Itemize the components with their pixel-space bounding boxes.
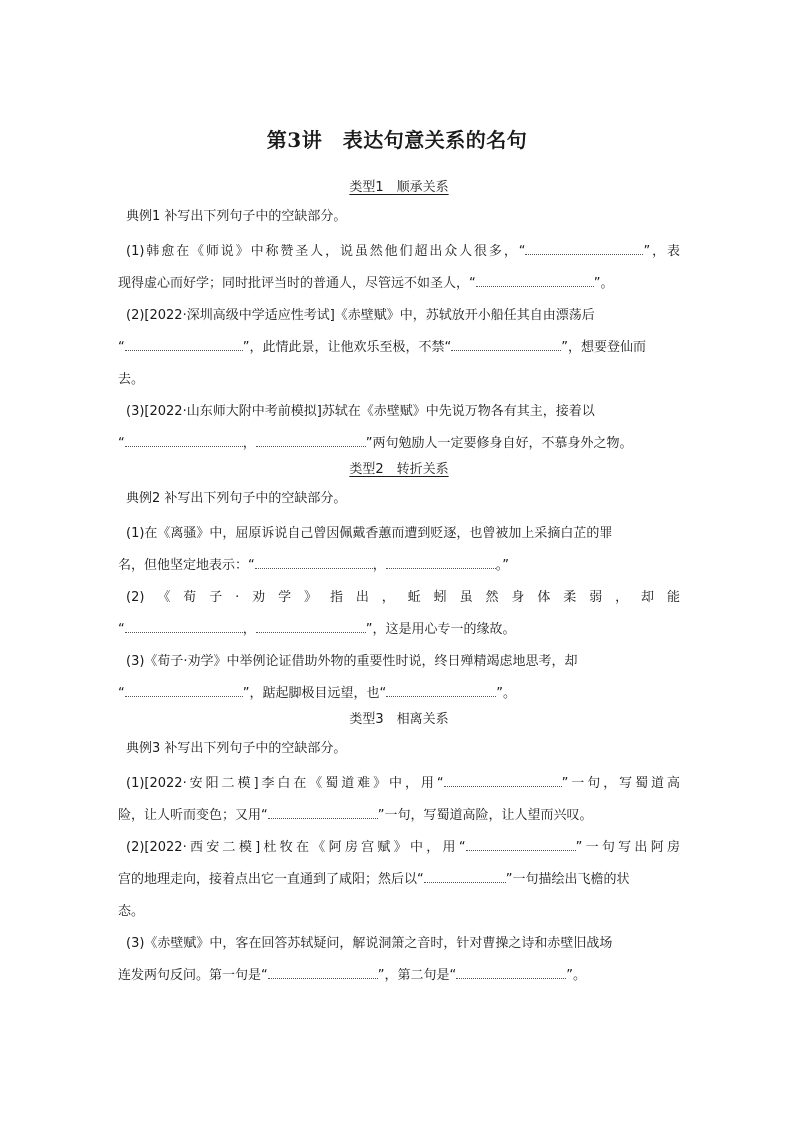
t2-q2-line1: (2)《荀子·劝学》指出，蚯蚓虽然身体柔弱，却能 (126, 590, 680, 605)
answer-blank[interactable] (125, 684, 243, 697)
t1-q1-line1: (1)韩愈在《师说》中称赞圣人，说虽然他们超出众人很多，“ ”，表 (126, 244, 680, 259)
answer-blank[interactable] (256, 620, 366, 633)
t2-q3-line1: (3)《荀子·劝学》中举例论证借助外物的重要性时说，终日殚精竭虑地思考，却 (126, 654, 578, 669)
answer-blank[interactable] (424, 870, 506, 883)
answer-blank[interactable] (125, 620, 243, 633)
t1-q3-line1: (3)[2022·山东师大附中考前模拟]苏轼在《赤壁赋》中先说万物各有其主，接着以 (126, 404, 595, 419)
section-heading-2: 类型2 转折关系 (349, 462, 449, 477)
t1-q2-line3: 去。 (118, 372, 145, 387)
t2-q1-line2: 名，但他坚定地表示：“ ， 。” (118, 558, 510, 573)
t3-q1-line1: (1)[2022·安阳二模]李白在《蜀道难》中，用“ ”一句，写蜀道高 (126, 776, 680, 791)
answer-blank[interactable] (386, 556, 496, 569)
t3-q2-line2: 宫的地理走向，接着点出它一直通到了咸阳；然后以“ ”一句描绘出飞檐的状 (118, 872, 630, 887)
t3-q3-line2: 连发两句反问。第一句是“ ”，第二句是“ ”。 (118, 968, 586, 983)
t3-q3-line1: (3)《赤壁赋》中，客在回答苏轼疑问，解说洞箫之音时，针对曹操之诗和赤壁旧战场 (126, 936, 613, 951)
answer-blank[interactable] (466, 838, 576, 851)
page-title: 第3讲 表达句意关系的名句 (266, 128, 528, 152)
answer-blank[interactable] (255, 556, 373, 569)
answer-blank[interactable] (125, 434, 243, 447)
t1-q2-line2: “ ”，此情此景，让他欢乐至极，不禁“ ”，想要登仙而 (118, 340, 646, 355)
answer-blank[interactable] (268, 806, 378, 819)
t3-q2-line3: 态。 (118, 904, 145, 919)
section-heading-3: 类型3 相离关系 (349, 712, 449, 727)
answer-blank[interactable] (386, 684, 496, 697)
example-1-instruction: 典例1 补写出下列句子中的空缺部分。 (126, 209, 347, 224)
section-heading-1: 类型1 顺承关系 (349, 180, 449, 195)
t3-q1-line2: 险，让人听而变色；又用“ ”一句，写蜀道高险，让人望而兴叹。 (118, 808, 593, 823)
t1-q3-line2: “ ， ”两句勉励人一定要修身自好，不慕身外之物。 (118, 436, 633, 451)
answer-blank[interactable] (525, 242, 643, 255)
answer-blank[interactable] (256, 434, 366, 447)
t2-q3-line2: “ ”，踮起脚极目远望，也“ ”。 (118, 686, 516, 701)
example-2-instruction: 典例2 补写出下列句子中的空缺部分。 (126, 491, 347, 506)
t3-q2-line1: (2)[2022·西安二模]杜牧在《阿房宫赋》中，用“ ”一句写出阿房 (126, 840, 680, 855)
t2-q2-line2: “ ， ”，这是用心专一的缘故。 (118, 622, 516, 637)
answer-blank[interactable] (476, 274, 594, 287)
content (118, 178, 680, 992)
example-3-instruction: 典例3 补写出下列句子中的空缺部分。 (126, 741, 347, 756)
answer-blank[interactable] (456, 966, 566, 979)
answer-blank[interactable] (451, 338, 561, 351)
t2-q1-line1: (1)在《离骚》中，屈原诉说自己曾因佩戴香蕙而遭到贬逐，也曾被加上采摘白芷的罪 (126, 526, 613, 541)
answer-blank[interactable] (125, 338, 243, 351)
t1-q2-line1: (2)[2022·深圳高级中学适应性考试]《赤壁赋》中，苏轼放开小船任其自由漂荡后 (126, 308, 595, 323)
answer-blank[interactable] (444, 774, 562, 787)
t1-q1-line2: 现得虚心而好学；同时批评当时的普通人，尽管远不如圣人，“ ”。 (118, 276, 614, 291)
answer-blank[interactable] (268, 966, 378, 979)
